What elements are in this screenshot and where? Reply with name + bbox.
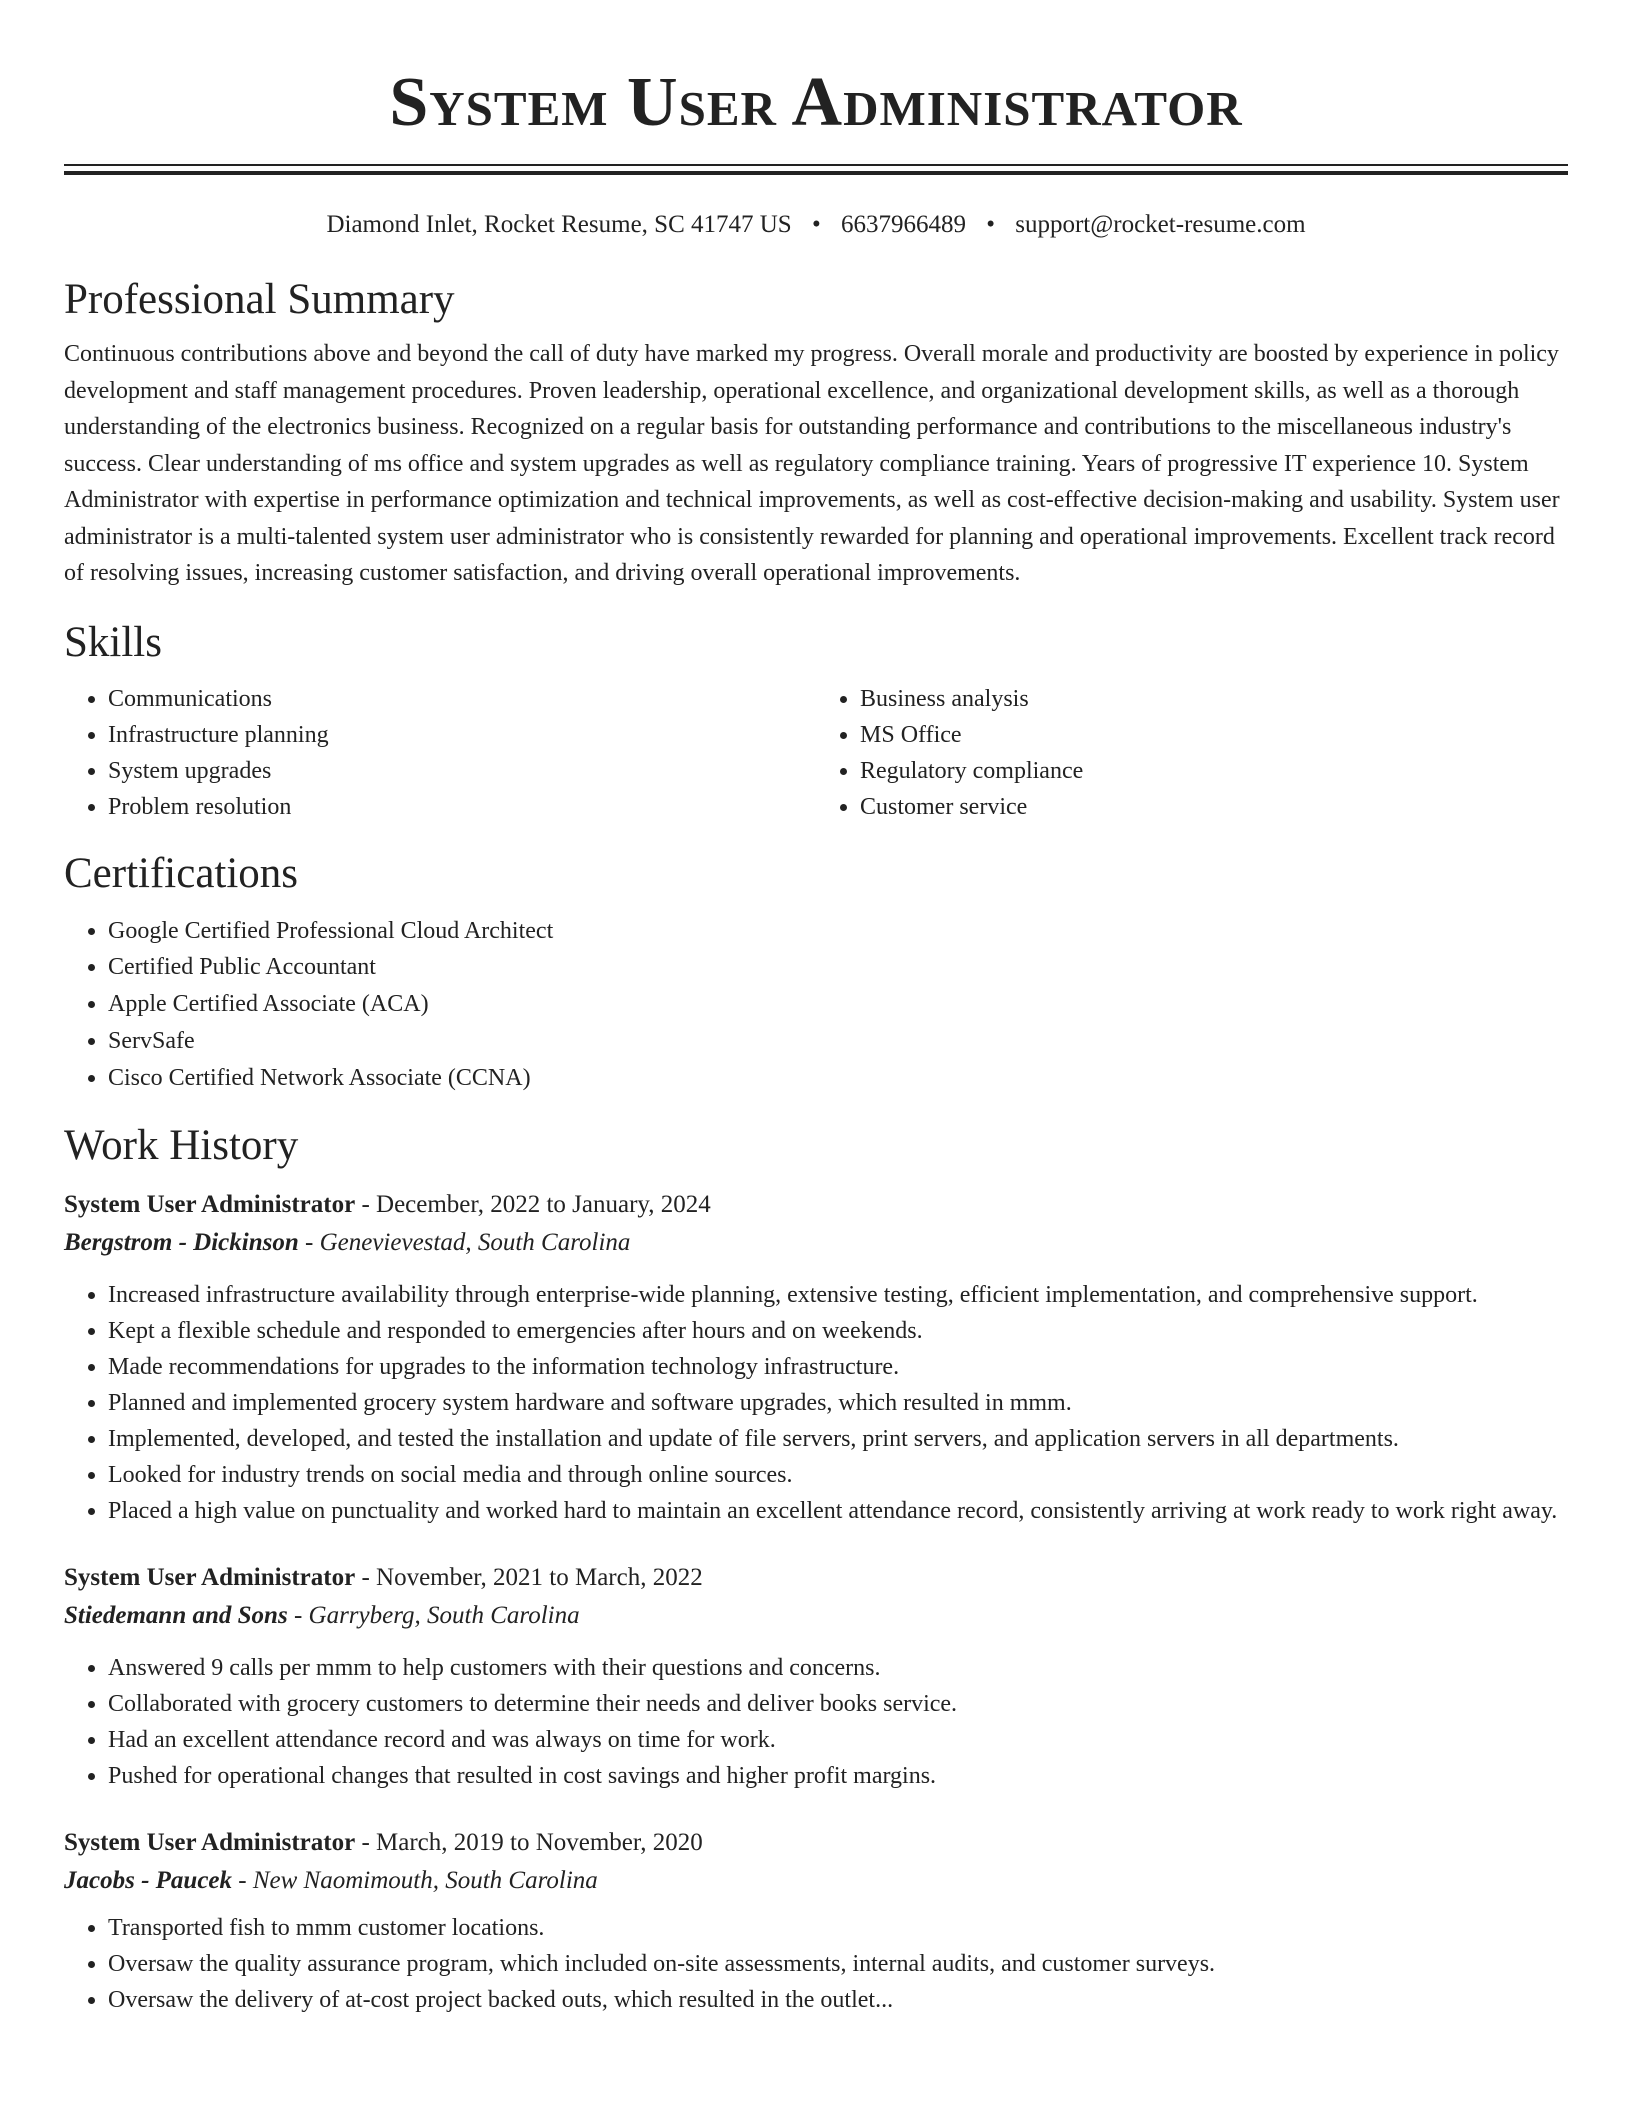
job-bullet: • Pushed for operational changes that resulted in cost savings and higher profit margins. bbox=[108, 1758, 1568, 1794]
job-bullet: • Had an excellent attendance record and was always on time for work. bbox=[108, 1722, 1568, 1758]
title-divider bbox=[64, 164, 1568, 175]
skill-item: • MS Office bbox=[860, 717, 1568, 753]
job-role: System User Administrator bbox=[64, 1564, 356, 1592]
skill-item: • Business analysis bbox=[860, 681, 1568, 717]
job-bullet: • Looked for industry trends on social media and through online sources. bbox=[108, 1457, 1568, 1493]
job-company-line bbox=[64, 1224, 1568, 1262]
job-entry-3 bbox=[64, 1824, 1568, 2018]
job-company-line bbox=[64, 1862, 1568, 1900]
bullet-separator-1: • bbox=[811, 211, 821, 238]
job-bullet: • Planned and implemented grocery system hardware and software upgrades, which resulted in mmm. bbox=[108, 1385, 1568, 1421]
summary-heading: Professional Summary bbox=[64, 276, 455, 323]
skill-item: • Regulatory compliance bbox=[860, 753, 1568, 789]
job-bullet: • Oversaw the delivery of at-cost project backed outs, which resulted in the outlet... bbox=[108, 1982, 1568, 2018]
certification-item: • Apple Certified Associate (ACA) bbox=[108, 986, 1568, 1023]
skill-item: • Customer service bbox=[860, 789, 1568, 825]
job-bullet: • Placed a high value on punctuality and worked hard to maintain an excellent attendance record, consistently arriving at work ready to work right away. bbox=[108, 1493, 1568, 1529]
certifications-heading: Certifications bbox=[64, 849, 299, 897]
job-role: System User Administrator bbox=[64, 1829, 356, 1857]
job-location: - Genevievestad, South Carolina bbox=[298, 1229, 631, 1257]
job-header bbox=[64, 1824, 1568, 1862]
contact-line bbox=[64, 208, 1568, 242]
job-bullet: • Implemented, developed, and tested the installation and update of file servers, print servers, and application servers in all departments. bbox=[108, 1421, 1568, 1457]
job-location: - Garryberg, South Carolina bbox=[287, 1602, 580, 1630]
bullet-separator-2: • bbox=[986, 211, 995, 238]
job-entry-1 bbox=[64, 1186, 1568, 1529]
certification-item: • ServSafe bbox=[108, 1023, 1568, 1060]
skills-column-left bbox=[64, 681, 816, 825]
job-dates: - December, 2022 to January, 2024 bbox=[355, 1191, 711, 1219]
job-dates: - November, 2021 to March, 2022 bbox=[355, 1564, 703, 1592]
job-bullet: • Answered 9 calls per mmm to help customers with their questions and concerns. bbox=[108, 1650, 1568, 1686]
job-bullet: • Kept a flexible schedule and responded to emergencies after hours and on weekends. bbox=[108, 1313, 1568, 1349]
skill-item: • Problem resolution bbox=[108, 789, 816, 825]
summary-text: Continuous contributions above and beyond the call of duty have marked my progress. Overall morale and productivity are boosted by experience in policy development and staff management procedures. Proven leadership, operational excellence, and organizational development skills, as well as a thorough understanding of the electronics business. Recognized on a regular basis for outstanding performance and contributions to the miscellaneous industry's success. Clear understanding of ms office and system upgrades as well as regulatory compliance training. Years of progressive IT experience 10. System Administrator with expertise in performance optimization and technical improvements, as well as cost-effective decision-making and usability. System user administrator is a multi-talented system user administrator who is consistently rewarded for planning and operational improvements. Excellent track record of resolving issues, increasing customer satisfaction, and driving overall operational improvements. bbox=[64, 341, 1560, 586]
certification-item: • Cisco Certified Network Associate (CCNA) bbox=[108, 1060, 1568, 1097]
skill-item: • Infrastructure planning bbox=[108, 717, 816, 753]
certification-item: • Google Certified Professional Cloud Architect bbox=[108, 913, 1568, 950]
job-bullet: • Made recommendations for upgrades to the information technology infrastructure. bbox=[108, 1349, 1568, 1385]
job-dates: - March, 2019 to November, 2020 bbox=[355, 1829, 703, 1857]
job-header bbox=[64, 1186, 1568, 1224]
job-company-line bbox=[64, 1597, 1568, 1635]
job-company: Jacobs - Paucek bbox=[64, 1867, 233, 1895]
skills-column-right bbox=[816, 681, 1568, 825]
job-bullet: • Increased infrastructure availability through enterprise-wide planning, extensive testing, efficient implementation, and comprehensive support. bbox=[108, 1277, 1568, 1313]
contact-phone: 6637966489 bbox=[840, 211, 966, 238]
contact-address: Diamond Inlet, Rocket Resume, SC 41747 US bbox=[326, 211, 792, 238]
job-role: System User Administrator bbox=[64, 1191, 356, 1219]
certification-item: • Certified Public Accountant bbox=[108, 949, 1568, 986]
job-entry-2 bbox=[64, 1559, 1568, 1794]
work-history-heading: Work History bbox=[64, 1122, 299, 1170]
skill-item: • Communications bbox=[108, 681, 816, 717]
resume-title: System User Administrator bbox=[389, 64, 1243, 141]
job-bullet: • Collaborated with grocery customers to determine their needs and deliver books service. bbox=[108, 1686, 1568, 1722]
certifications-list bbox=[64, 913, 1568, 1097]
job-bullet: • Oversaw the quality assurance program, which included on-site assessments, internal audits, and customer surveys. bbox=[108, 1946, 1568, 1982]
job-header bbox=[64, 1559, 1568, 1597]
skill-item: • System upgrades bbox=[108, 753, 816, 789]
skills-heading: Skills bbox=[64, 618, 162, 666]
job-company: Stiedemann and Sons bbox=[64, 1602, 288, 1630]
job-bullets bbox=[64, 1910, 1568, 2018]
skills-list bbox=[64, 681, 1568, 825]
resume-page bbox=[64, 0, 1568, 2018]
job-bullets bbox=[64, 1650, 1568, 1794]
job-bullets bbox=[64, 1277, 1568, 1529]
job-bullet: • Transported fish to mmm customer locations. bbox=[108, 1910, 1568, 1946]
contact-email[interactable]: support@rocket-resume.com bbox=[1015, 211, 1306, 238]
job-location: - New Naomimouth, South Carolina bbox=[232, 1867, 598, 1895]
job-company: Bergstrom - Dickinson bbox=[64, 1229, 299, 1257]
